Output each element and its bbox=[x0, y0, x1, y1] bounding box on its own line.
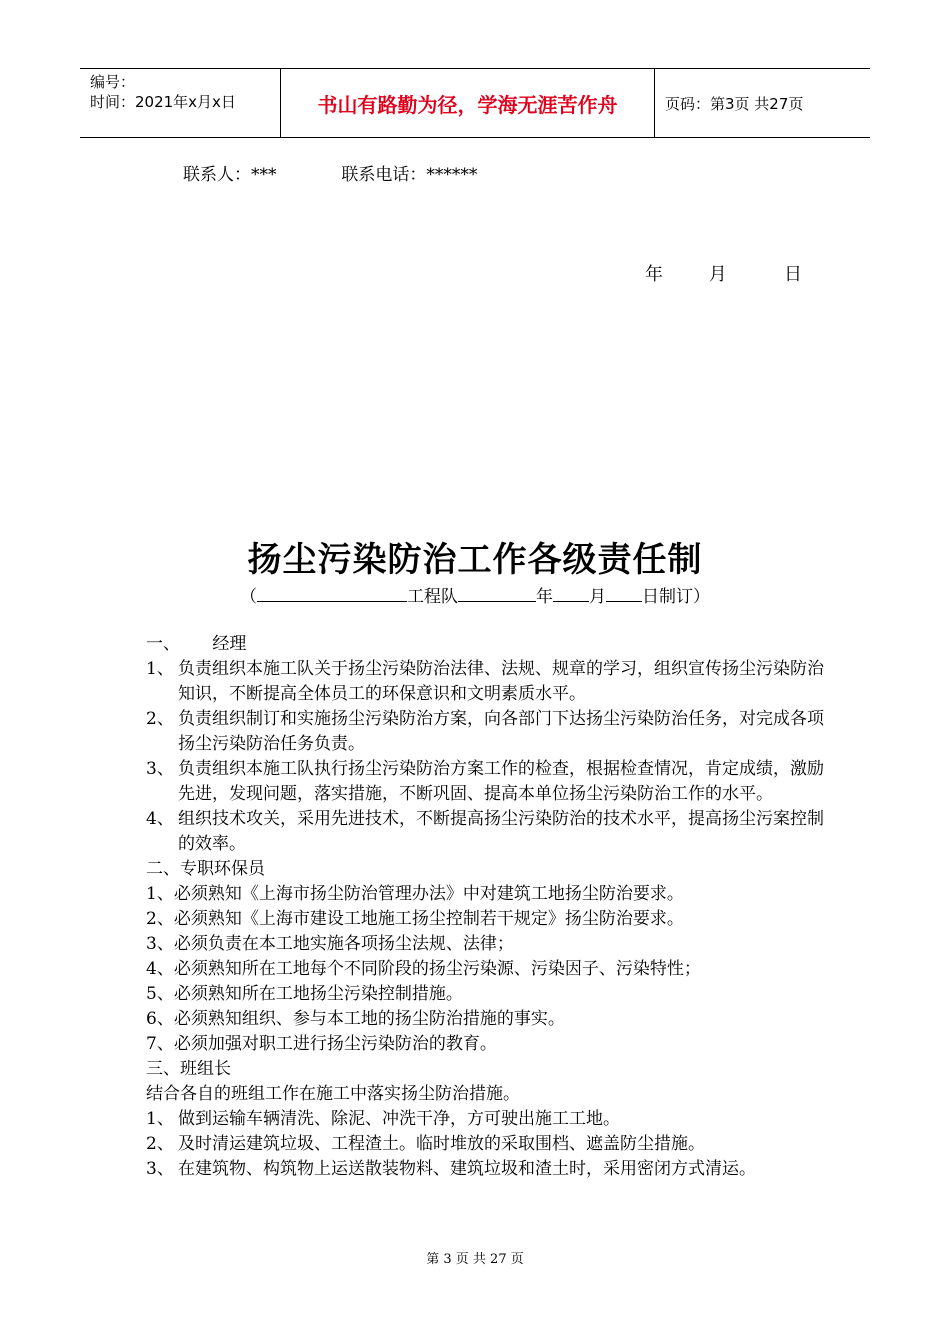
item-number: 2、 bbox=[146, 1134, 174, 1154]
month-blank bbox=[553, 585, 589, 602]
item-number: 4、 bbox=[146, 809, 174, 829]
contact-person: 联系人：*** bbox=[183, 165, 277, 185]
year-blank bbox=[458, 585, 536, 602]
code-label: 编号： bbox=[90, 73, 136, 91]
item-number: 3、 bbox=[146, 759, 174, 779]
item-text: 负责组织本施工队执行扬尘污染防治方案工作的检查，根据检查情况，肯定成绩，激励先进，发现问题，落实措施，不断巩固、提高本单位扬尘污染防治工作的水平。 bbox=[178, 759, 824, 804]
item-number: 2、 bbox=[146, 709, 174, 729]
item-text: 在建筑物、构筑物上运送散装物料、建筑垃圾和渣土时，采用密闭方式清运。 bbox=[178, 1159, 756, 1179]
document-body bbox=[146, 632, 826, 1182]
section-heading-team-leader: 三、班组长 bbox=[146, 1059, 231, 1079]
list-item: 5、必须熟知所在工地扬尘污染控制措施。 bbox=[146, 984, 463, 1004]
list-item bbox=[146, 707, 826, 757]
contact-line bbox=[183, 160, 477, 185]
subtitle-team: 工程队 bbox=[407, 587, 458, 607]
list-item: 7、必须加强对职工进行扬尘污染防治的教育。 bbox=[146, 1034, 497, 1054]
item-text: 负责组织本施工队关于扬尘污染防治法律、法规、规章的学习，组织宣传扬尘污染防治知识，不断提高全体员工的环保意识和文明素质水平。 bbox=[178, 659, 824, 704]
item-text: 做到运输车辆清洗、除泥、冲洗干净，方可驶出施工工地。 bbox=[178, 1109, 620, 1129]
list-item bbox=[146, 757, 826, 807]
page-footer: 第 3 页 共 27 页 bbox=[426, 1252, 524, 1267]
header-table bbox=[80, 68, 870, 138]
item-number: 3、 bbox=[146, 1159, 174, 1179]
list-item: 2、必须熟知《上海市建设工地施工扬尘控制若干规定》扬尘防治要求。 bbox=[146, 909, 684, 929]
list-item: 1、必须熟知《上海市扬尘防治管理办法》中对建筑工地扬尘防治要求。 bbox=[146, 884, 684, 904]
document-title: 扬尘污染防治工作各级责任制 bbox=[247, 540, 703, 580]
list-item: 3、必须负责在本工地实施各项扬尘法规、法律； bbox=[146, 934, 514, 954]
page-label: 页码：第3页 共27页 bbox=[665, 94, 804, 113]
day-blank bbox=[606, 585, 642, 602]
date-line: 年 月 日 bbox=[645, 264, 802, 285]
list-item: 6、必须熟知组织、参与本工地的扬尘防治措施的事实。 bbox=[146, 1009, 565, 1029]
item-text: 及时清运建筑垃圾、工程渣土。临时堆放的采取围档、遮盖防尘措施。 bbox=[178, 1134, 705, 1154]
list-item bbox=[146, 1132, 826, 1157]
subtitle-day: 日制订） bbox=[642, 587, 710, 607]
list-item bbox=[146, 657, 826, 707]
section-heading-manager: 一、 经理 bbox=[146, 634, 247, 654]
team-blank bbox=[257, 585, 407, 602]
time-label: 时间：2021年x月x日 bbox=[90, 93, 236, 111]
item-number: 1、 bbox=[146, 1109, 174, 1129]
item-text: 负责组织制订和实施扬尘污染防治方案，向各部门下达扬尘污染防治任务，对完成各项扬尘污染防治任务负责。 bbox=[178, 709, 824, 754]
contact-phone: 联系电话：****** bbox=[341, 165, 478, 185]
motto: 书山有路勤为径，学海无涯苦作舟 bbox=[281, 69, 655, 137]
subtitle-year: 年 bbox=[536, 587, 553, 607]
item-text: 组织技术攻关，采用先进技术，不断提高扬尘污染防治的技术水平，提高扬尘污案控制的效率。 bbox=[178, 809, 824, 854]
section-intro: 结合各自的班组工作在施工中落实扬尘防治措施。 bbox=[146, 1084, 520, 1104]
list-item bbox=[146, 807, 826, 857]
list-item bbox=[146, 1157, 826, 1182]
subtitle-open-paren: （ bbox=[240, 587, 257, 607]
header-meta-cell bbox=[80, 69, 281, 137]
item-number: 1、 bbox=[146, 659, 174, 679]
document-subtitle bbox=[0, 582, 950, 607]
subtitle-month: 月 bbox=[589, 587, 606, 607]
list-item bbox=[146, 1107, 826, 1132]
section-heading-env-officer: 二、专职环保员 bbox=[146, 859, 265, 879]
list-item: 4、必须熟知所在工地每个不同阶段的扬尘污染源、污染因子、污染特性； bbox=[146, 959, 701, 979]
